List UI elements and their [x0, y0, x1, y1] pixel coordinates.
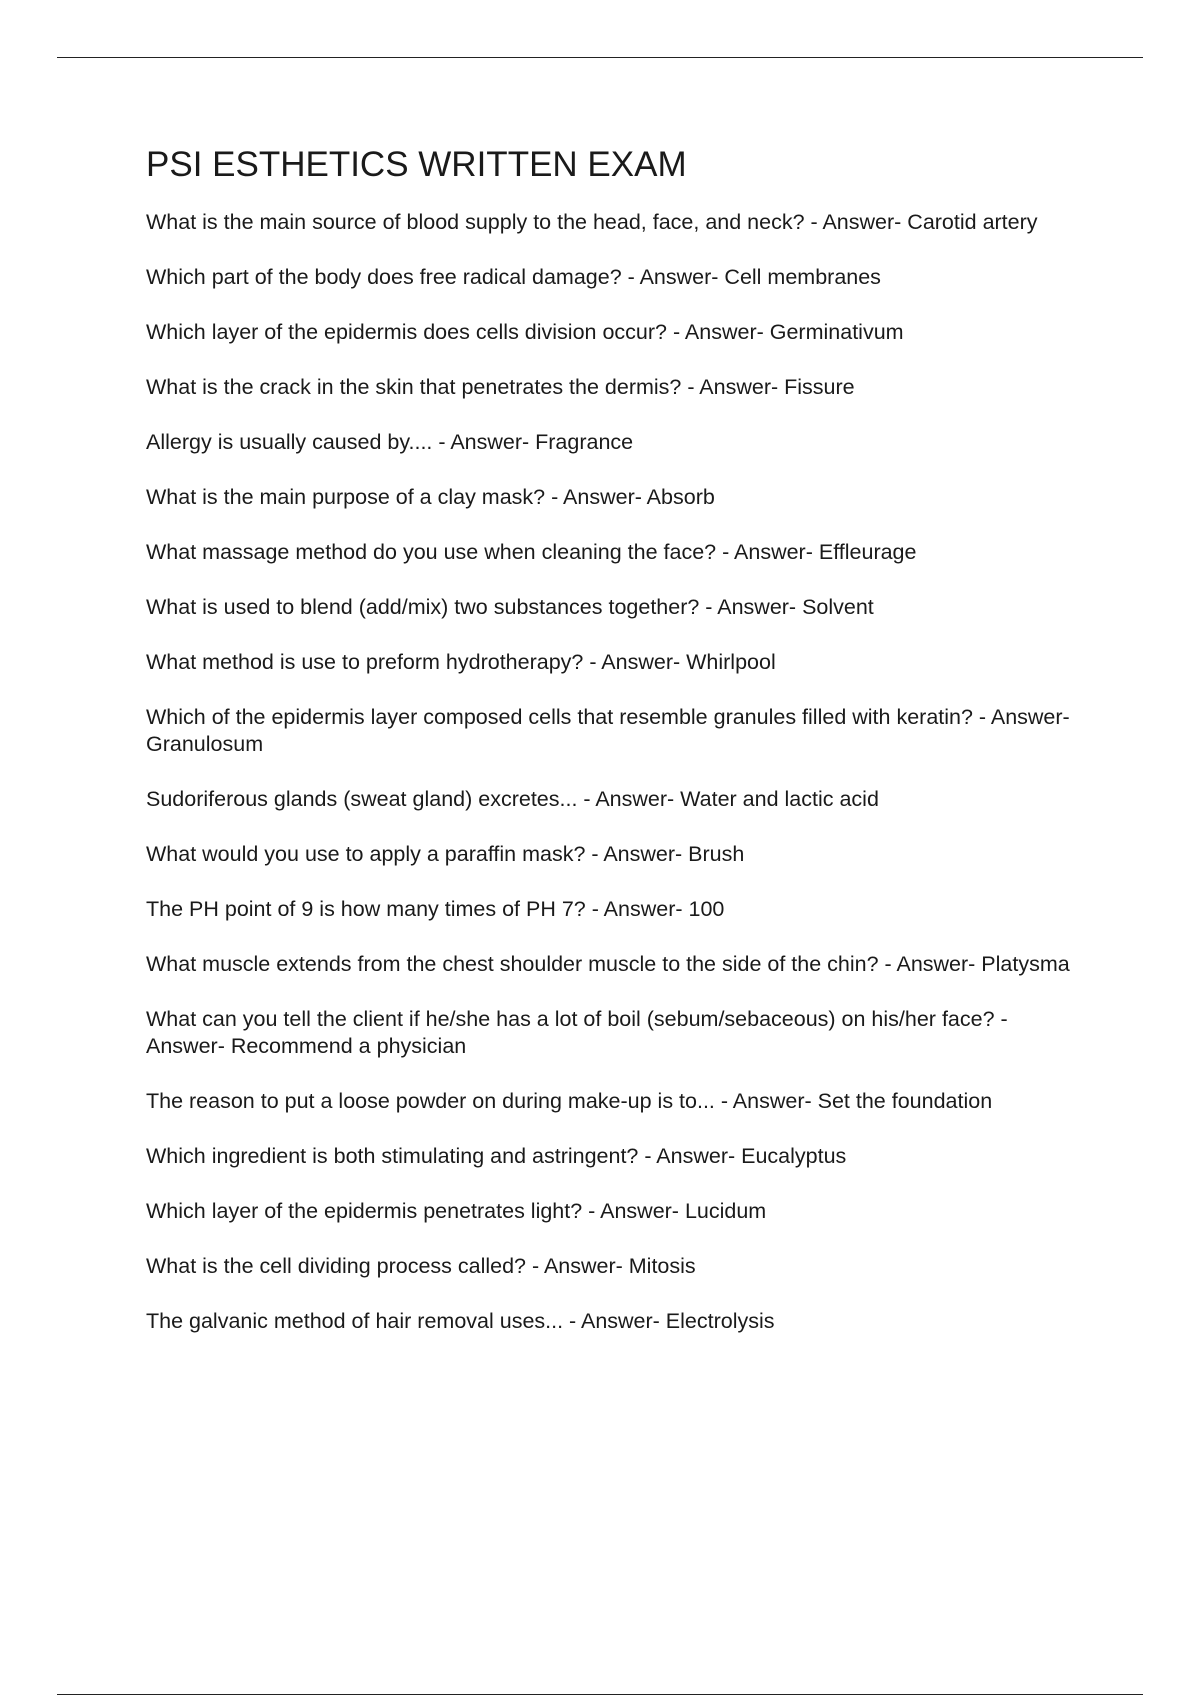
qa-item: What can you tell the client if he/she has a lot of boil (sebum/sebaceous) on his/her face? - Answer- Recommend a physician — [146, 1007, 1008, 1058]
qa-item: Which layer of the epidermis penetrates light? - Answer- Lucidum — [146, 1199, 767, 1223]
qa-item: Which ingredient is both stimulating and astringent? - Answer- Eucalyptus — [146, 1144, 847, 1168]
qa-item: The galvanic method of hair removal uses... - Answer- Electrolysis — [146, 1309, 775, 1333]
qa-item: Which part of the body does free radical damage? - Answer- Cell membranes — [146, 265, 881, 289]
qa-item: Which layer of the epidermis does cells division occur? - Answer- Germinativum — [146, 320, 904, 344]
qa-item: What would you use to apply a paraffin mask? - Answer- Brush — [146, 842, 745, 866]
qa-list — [146, 209, 1086, 1335]
qa-item: What is the main purpose of a clay mask? - Answer- Absorb — [146, 485, 715, 509]
qa-item: Sudoriferous glands (sweat gland) excretes... - Answer- Water and lactic acid — [146, 787, 879, 811]
qa-item: What method is use to preform hydrotherapy? - Answer- Whirlpool — [146, 650, 776, 674]
qa-item: Which of the epidermis layer composed cells that resemble granules filled with keratin? - Answer- Granulosum — [146, 705, 1070, 756]
qa-item: What is the cell dividing process called? - Answer- Mitosis — [146, 1254, 696, 1278]
top-divider — [57, 57, 1143, 58]
qa-item: Allergy is usually caused by.... - Answer- Fragrance — [146, 430, 634, 454]
qa-item: What is the crack in the skin that penetrates the dermis? - Answer- Fissure — [146, 375, 855, 399]
qa-item: The reason to put a loose powder on during make-up is to... - Answer- Set the foundation — [146, 1089, 993, 1113]
document-body — [146, 143, 1086, 1363]
qa-item: What is used to blend (add/mix) two substances together? - Answer- Solvent — [146, 595, 874, 619]
bottom-divider — [57, 1694, 1143, 1695]
qa-item: The PH point of 9 is how many times of PH 7? - Answer- 100 — [146, 897, 725, 921]
qa-item: What massage method do you use when cleaning the face? - Answer- Effleurage — [146, 540, 917, 564]
qa-item: What is the main source of blood supply to the head, face, and neck? - Answer- Carotid artery — [146, 210, 1038, 234]
qa-item: What muscle extends from the chest shoulder muscle to the side of the chin? - Answer- Platysma — [146, 952, 1070, 976]
page-title: PSI ESTHETICS WRITTEN EXAM — [146, 145, 687, 184]
